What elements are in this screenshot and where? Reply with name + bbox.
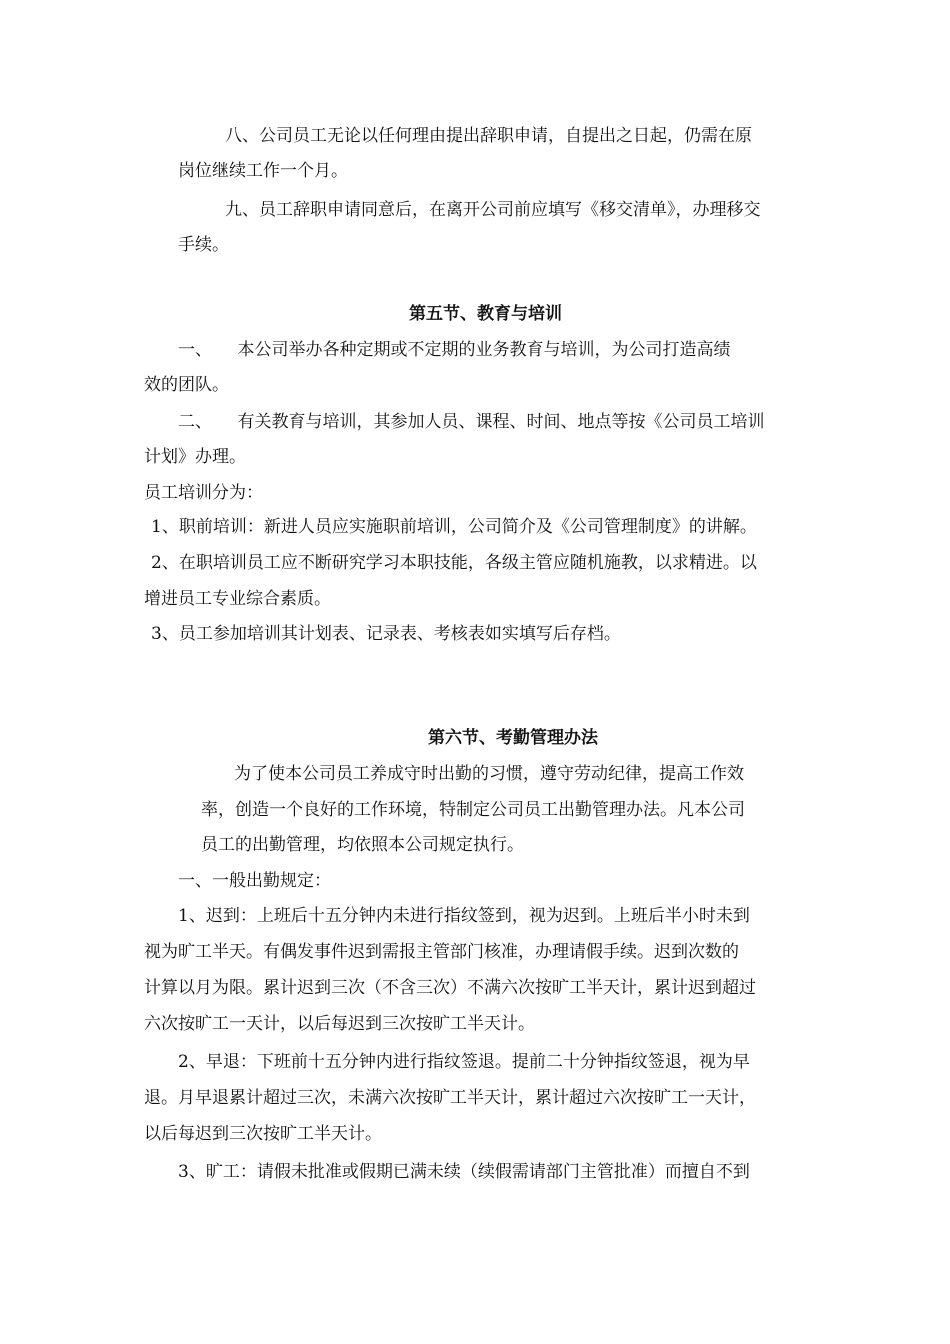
s6-intro-line-1: 为了使本公司员工养成守时出勤的习惯，遵守劳动纪律，提高工作效 xyxy=(234,764,744,784)
s5-item-2-line-2: 计划》办理。 xyxy=(144,447,246,467)
s6-intro-line-3: 员工的出勤管理，均依照本公司规定执行。 xyxy=(201,835,524,855)
early-line-1: 2、早退：下班前十五分钟内进行指纹签退。提前二十分钟指纹签退，视为早 xyxy=(178,1052,750,1072)
early-line-2: 退。月早退累计超过三次，未满六次按旷工半天计，累计超过六次按旷工一天计， xyxy=(144,1088,756,1108)
s5-item-1-line-1: 一、 本公司举办各种定期或不定期的业务教育与培训，为公司打造高绩 xyxy=(178,340,731,360)
item-8-line-2: 岗位继续工作一个月。 xyxy=(178,161,348,181)
item-8-line-1: 八、公司员工无论以任何理由提出辞职申请，自提出之日起，仍需在原 xyxy=(225,126,752,146)
s5-item-2-line-1: 二、 有关教育与培训，其参加人员、课程、时间、地点等按《公司员工培训 xyxy=(178,412,765,432)
late-line-3: 计算以月为限。累计迟到三次（不含三次）不满六次按旷工半天计，累计迟到超过 xyxy=(144,978,756,998)
s5-item-1-line-2: 效的团队。 xyxy=(144,375,229,395)
late-line-2: 视为旷工半天。有偶发事件迟到需报主管部门核准，办理请假手续。迟到次数的 xyxy=(144,942,739,962)
training-item-1: 1、职前培训：新进人员应实施职前培训，公司简介及《公司管理制度》的讲解。 xyxy=(151,517,757,537)
late-line-1: 1、迟到：上班后十五分钟内未进行指纹签到，视为迟到。上班后半小时未到 xyxy=(178,906,750,926)
early-line-3: 以后每迟到三次按旷工半天计。 xyxy=(144,1124,382,1144)
late-line-4: 六次按旷工一天计，以后每迟到三次按旷工半天计。 xyxy=(144,1014,535,1034)
item-9-line-1: 九、员工辞职申请同意后，在离开公司前应填写《移交清单》，办理移交 xyxy=(225,200,761,220)
training-item-3: 3、员工参加培训其计划表、记录表、考核表如实填写后存档。 xyxy=(151,624,621,644)
s6-intro-line-2: 率，创造一个良好的工作环境，特制定公司员工出勤管理办法。凡本公司 xyxy=(201,800,745,820)
absent-line-1: 3、旷工：请假未批准或假期已满未续（续假需请部门主管批准）而擅自不到 xyxy=(178,1162,750,1182)
training-intro: 员工培训分为： xyxy=(144,483,263,503)
item-9-line-2: 手续。 xyxy=(178,235,229,255)
section-5-title: 第五节、教育与培训 xyxy=(409,304,562,324)
training-item-2-line-2: 增进员工专业综合素质。 xyxy=(144,589,331,609)
general-rules-heading: 一、一般出勤规定： xyxy=(178,871,331,891)
training-item-2-line-1: 2、在职培训员工应不断研究学习本职技能，各级主管应随机施教，以求精进。以 xyxy=(151,553,757,573)
section-6-title: 第六节、考勤管理办法 xyxy=(428,728,598,748)
